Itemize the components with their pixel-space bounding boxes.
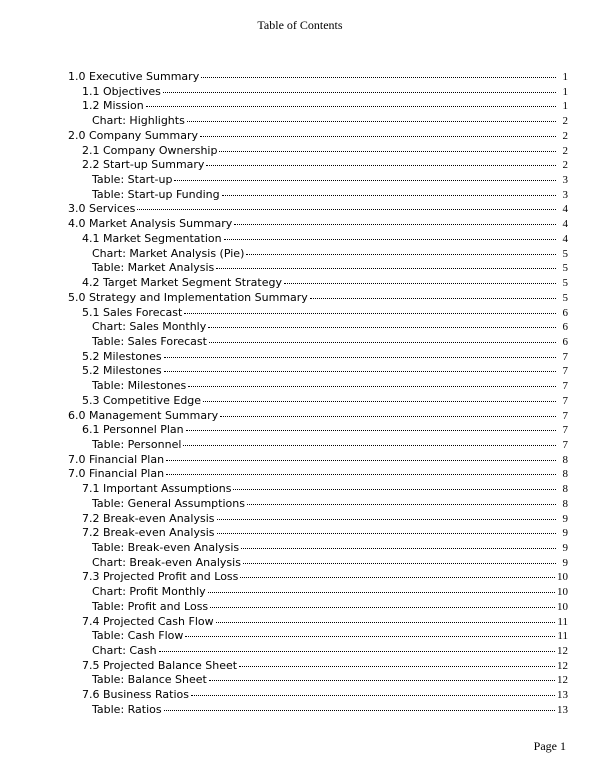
toc-entry[interactable]: [68, 306, 568, 321]
dot-leader: [208, 327, 556, 328]
toc-entry-label: 6.1 Personnel Plan: [82, 423, 184, 437]
toc-entry-label: Chart: Cash: [92, 644, 157, 658]
toc-entry-label: 7.0 Financial Plan: [68, 467, 165, 481]
dot-leader: [233, 489, 556, 490]
toc-entry-label: Table: Start-up: [92, 173, 173, 187]
dot-leader: [216, 268, 556, 269]
dot-leader: [191, 695, 555, 696]
toc-entry-label: 4.0 Market Analysis Summary: [68, 217, 233, 231]
toc-entry-page-number: 7: [562, 365, 568, 378]
dot-leader: [163, 92, 556, 93]
toc-entry[interactable]: [68, 202, 568, 217]
toc-entry[interactable]: [68, 158, 568, 173]
dot-leader: [185, 636, 555, 637]
toc-entry-label: Table: Balance Sheet: [92, 673, 207, 687]
toc-entry-label: Table: Milestones: [92, 379, 187, 393]
dot-leader: [241, 548, 556, 549]
toc-entry-label: Table: Profit and Loss: [92, 599, 209, 613]
toc-entry-label: 7.4 Projected Cash Flow: [82, 614, 214, 628]
toc-entry[interactable]: [68, 85, 568, 100]
toc-entry[interactable]: [68, 688, 568, 703]
toc-entry-label: Chart: Profit Monthly: [92, 585, 206, 599]
toc-entry-page-number: 2: [562, 115, 568, 128]
toc-entry-label: Chart: Sales Monthly: [92, 320, 207, 334]
page-number: Page 1: [533, 739, 566, 753]
toc-entry-page-number: 8: [562, 497, 568, 510]
dot-leader: [164, 371, 556, 372]
toc-entry[interactable]: [68, 659, 568, 674]
toc-entry[interactable]: [68, 703, 568, 718]
dot-leader: [220, 416, 556, 417]
dot-leader: [240, 577, 555, 578]
dot-leader: [183, 445, 556, 446]
toc-entry-label: 6.0 Management Summary: [68, 408, 219, 422]
toc-entry[interactable]: [68, 644, 568, 659]
toc-entry[interactable]: [68, 232, 568, 247]
dot-leader: [146, 106, 556, 107]
toc-entry-label: Table: Cash Flow: [92, 629, 184, 643]
toc-entry-label: 3.0 Services: [68, 202, 136, 216]
toc-entry[interactable]: [68, 394, 568, 409]
toc-entry-page-number: 9: [562, 542, 568, 554]
toc-entry[interactable]: [68, 70, 568, 85]
toc-entry-page-number: 12: [557, 645, 568, 658]
page-title: Table of Contents: [257, 18, 343, 32]
toc-entry-page-number: 7: [562, 394, 568, 407]
toc-entry-label: Table: General Assumptions: [92, 496, 245, 510]
toc-entry-label: 7.5 Projected Balance Sheet: [82, 658, 238, 672]
toc-entry-label: 2.0 Company Summary: [68, 128, 198, 142]
toc-entry-label: 7.1 Important Assumptions: [82, 482, 232, 496]
toc-entry[interactable]: [68, 217, 568, 232]
dot-leader: [200, 136, 556, 137]
dot-leader: [209, 342, 556, 343]
dot-leader: [310, 298, 556, 299]
toc-entry[interactable]: [68, 570, 568, 585]
toc-entry[interactable]: [68, 129, 568, 144]
toc-entry[interactable]: [68, 423, 568, 438]
dot-leader: [210, 607, 555, 608]
toc-entry-label: 1.2 Mission: [82, 99, 144, 113]
toc-entry-page-number: 10: [557, 600, 568, 613]
dot-leader: [137, 209, 556, 210]
dot-leader: [239, 666, 555, 667]
toc-entry[interactable]: [68, 556, 568, 571]
toc-entry-page-number: 9: [562, 527, 568, 540]
toc-entry-page-number: 2: [562, 129, 568, 142]
toc-entry[interactable]: [68, 276, 568, 291]
toc-entry-page-number: 7: [562, 438, 568, 451]
toc-entry-label: 4.2 Target Market Segment Strategy: [82, 276, 282, 290]
toc-entry-page-number: 12: [557, 659, 568, 672]
dot-leader: [164, 357, 556, 358]
toc-entry-label: 7.2 Break-even Analysis: [82, 511, 215, 525]
dot-leader: [159, 651, 555, 652]
dot-leader: [234, 224, 556, 225]
dot-leader: [208, 592, 555, 593]
toc-entry[interactable]: [68, 350, 568, 365]
toc-entry-page-number: 5: [562, 291, 568, 304]
toc-entry-page-number: 7: [562, 424, 568, 437]
toc-entry-page-number: 7: [562, 350, 568, 363]
toc-entry[interactable]: [68, 615, 568, 630]
toc-entry[interactable]: [68, 99, 568, 114]
dot-leader: [217, 519, 557, 520]
toc-entry[interactable]: [68, 261, 568, 276]
toc-entry-page-number: 1: [562, 100, 568, 113]
toc-entry[interactable]: [68, 188, 568, 203]
toc-entry-label: Table: Start-up Funding: [92, 187, 220, 201]
toc-entry-page-number: 2: [562, 159, 568, 172]
dot-leader: [188, 386, 556, 387]
dot-leader: [201, 77, 556, 78]
toc-entry-label: Table: Market Analysis: [92, 261, 215, 275]
toc-entry[interactable]: [68, 526, 568, 541]
dot-leader: [174, 180, 556, 181]
toc-entry[interactable]: [68, 673, 568, 688]
dot-leader: [219, 151, 556, 152]
toc-entry[interactable]: [68, 453, 568, 468]
toc-entry-label: 7.0 Financial Plan: [68, 452, 165, 466]
toc-entry-page-number: 6: [562, 335, 568, 348]
toc-entry-label: 5.2 Milestones: [82, 349, 162, 363]
toc-entry-label: Chart: Highlights: [92, 114, 185, 128]
toc-entry-page-number: 13: [557, 703, 568, 716]
toc-entry-page-number: 5: [562, 247, 568, 260]
toc-entry[interactable]: [68, 114, 568, 129]
dot-leader: [166, 474, 556, 475]
toc-entry-page-number: 6: [562, 321, 568, 334]
toc-entry-page-number: 4: [562, 203, 568, 216]
toc-entry-page-number: 11: [557, 630, 568, 643]
toc-entry[interactable]: [68, 409, 568, 424]
dot-leader: [246, 254, 556, 255]
dot-leader: [187, 121, 556, 122]
toc-entry-page-number: 6: [562, 306, 568, 319]
dot-leader: [209, 680, 555, 681]
toc-entry-label: 5.3 Competitive Edge: [82, 393, 202, 407]
toc-entry-page-number: 10: [557, 571, 568, 584]
toc-entry-page-number: 7: [562, 409, 568, 422]
toc-entry-page-number: 5: [562, 262, 568, 275]
toc-entry-page-number: 8: [562, 483, 568, 496]
dot-leader: [166, 460, 556, 461]
toc-entry-page-number: 2: [562, 144, 568, 157]
toc-entry-label: 2.1 Company Ownership: [82, 143, 218, 157]
toc-entry-label: 4.1 Market Segmentation: [82, 231, 222, 245]
dot-leader: [184, 313, 556, 314]
toc-entry-page-number: 8: [562, 468, 568, 481]
toc-entry[interactable]: [68, 364, 568, 379]
toc-entry-page-number: 10: [557, 586, 568, 599]
dot-leader: [186, 430, 556, 431]
toc-entry-page-number: 4: [562, 232, 568, 245]
toc-entry[interactable]: [68, 144, 568, 159]
toc-entry-label: 2.2 Start-up Summary: [82, 158, 205, 172]
toc-entry[interactable]: [68, 173, 568, 188]
dot-leader: [224, 239, 556, 240]
toc-entry-page-number: 7: [562, 380, 568, 393]
dot-leader: [217, 533, 557, 534]
dot-leader: [164, 710, 555, 711]
toc-entry[interactable]: [68, 438, 568, 453]
toc-entry-page-number: 11: [557, 615, 568, 628]
toc-entry[interactable]: [68, 379, 568, 394]
toc-entry-label: 5.2 Milestones: [82, 364, 162, 378]
toc-entry[interactable]: [68, 335, 568, 350]
toc-entry[interactable]: [68, 291, 568, 306]
toc-entry[interactable]: [68, 585, 568, 600]
dot-leader: [243, 563, 556, 564]
table-of-contents: [68, 70, 568, 718]
toc-entry-label: Table: Break-even Analysis: [92, 541, 240, 554]
dot-leader: [206, 165, 556, 166]
dot-leader: [203, 401, 556, 402]
dot-leader: [284, 283, 556, 284]
toc-entry[interactable]: [68, 467, 568, 482]
toc-entry-label: 5.1 Sales Forecast: [82, 305, 183, 319]
toc-entry-page-number: 1: [562, 71, 568, 83]
toc-entry[interactable]: [68, 320, 568, 335]
toc-entry[interactable]: [68, 541, 568, 556]
toc-entry[interactable]: [68, 629, 568, 644]
toc-entry-page-number: 8: [562, 453, 568, 466]
toc-entry-label: 1.1 Objectives: [82, 84, 161, 98]
toc-entry-page-number: 13: [557, 689, 568, 702]
toc-entry-label: 7.2 Break-even Analysis: [82, 526, 215, 540]
dot-leader: [216, 622, 556, 623]
toc-entry-page-number: 4: [562, 218, 568, 231]
dot-leader: [247, 504, 556, 505]
toc-entry-page-number: 3: [562, 188, 568, 201]
toc-entry-label: 7.3 Projected Profit and Loss: [82, 570, 239, 584]
toc-entry-page-number: 3: [562, 174, 568, 187]
toc-entry-page-number: 1: [562, 85, 568, 98]
dot-leader: [222, 195, 556, 196]
toc-entry-label: 5.0 Strategy and Implementation Summary: [68, 290, 308, 304]
toc-entry[interactable]: [68, 497, 568, 512]
toc-entry-label: Chart: Market Analysis (Pie): [92, 246, 245, 260]
toc-entry-label: Chart: Break-even Analysis: [92, 555, 241, 569]
toc-entry-label: 1.0 Executive Summary: [68, 70, 200, 83]
toc-entry-page-number: 5: [562, 277, 568, 290]
toc-entry-label: Table: Personnel: [92, 437, 182, 451]
toc-entry-page-number: 9: [562, 512, 568, 525]
toc-entry-label: 7.6 Business Ratios: [82, 688, 189, 702]
toc-entry[interactable]: [68, 482, 568, 497]
toc-entry-label: Table: Ratios: [92, 702, 162, 716]
toc-entry[interactable]: [68, 512, 568, 527]
toc-entry-page-number: 9: [562, 556, 568, 569]
toc-entry-label: Table: Sales Forecast: [92, 334, 207, 348]
toc-entry[interactable]: [68, 247, 568, 262]
toc-entry-page-number: 12: [557, 674, 568, 687]
toc-entry[interactable]: [68, 600, 568, 615]
